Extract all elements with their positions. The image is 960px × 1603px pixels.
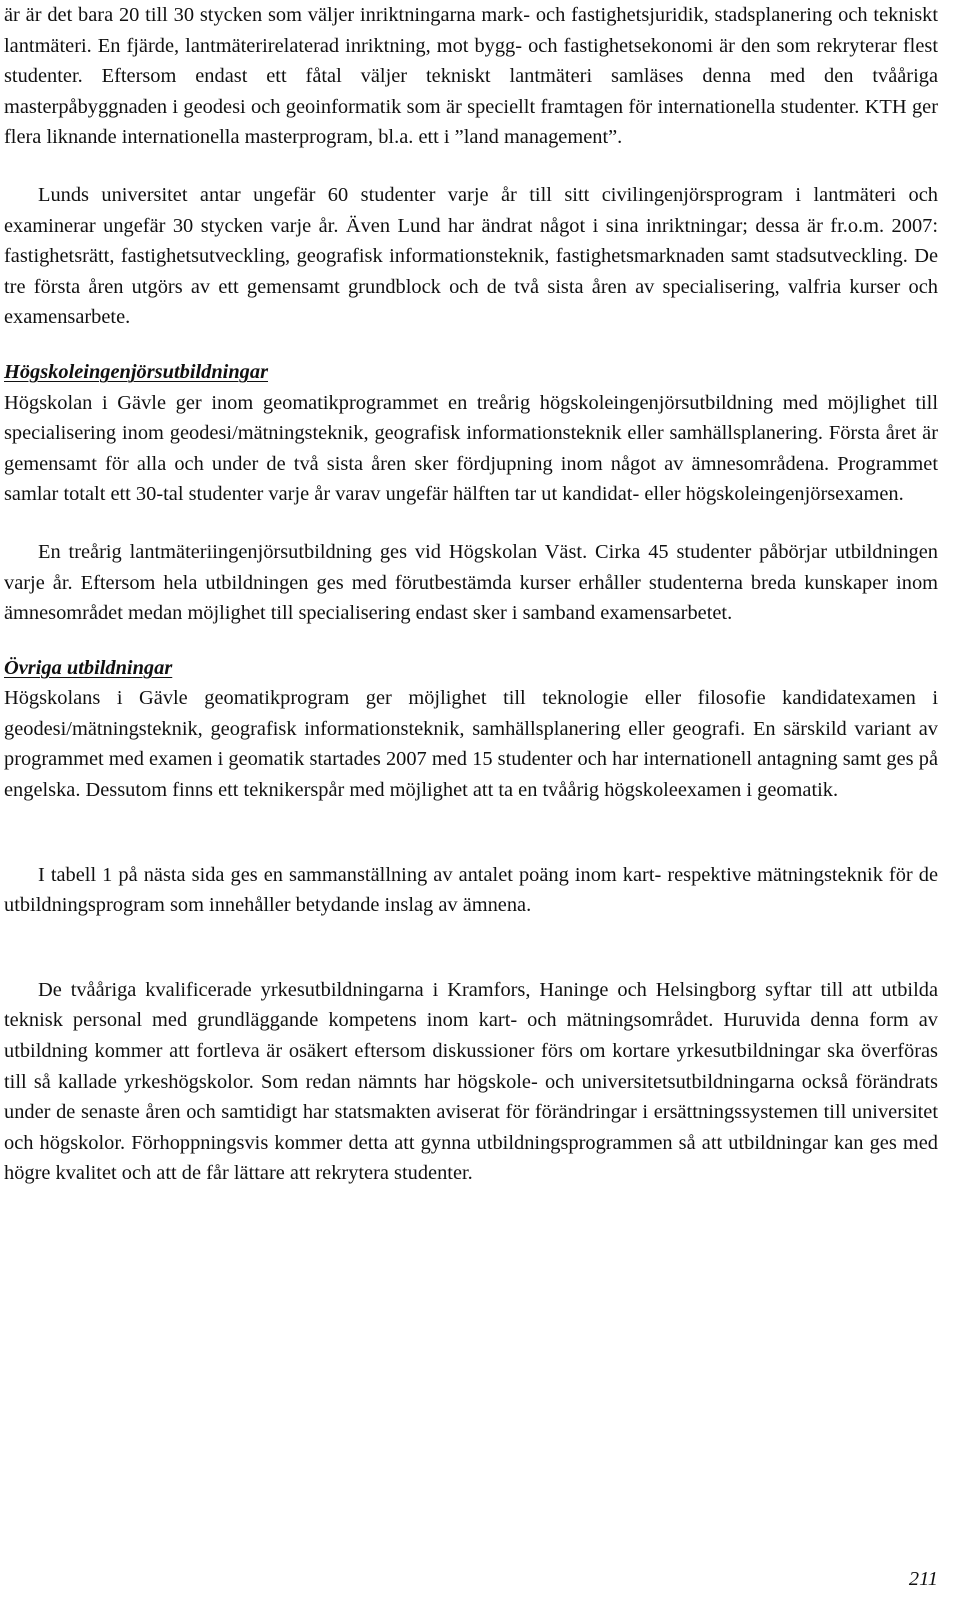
paragraph-tabell: I tabell 1 på nästa sida ges en sammanställning av antalet poäng inom kart- respektive mätningsteknik för de utbildningsprogram som innehåller betydande inslag av ämnena. [4,863,938,917]
document-page [4,0,938,1189]
paragraph-gavle-geomatik: Högskolans i Gävle geomatikprogram ger möjlighet till teknologie eller filosofie kandidatexamen i geodesi/mätningsteknik, geografisk informationsteknik, samhällsplanering eller geografi. En särskild variant av programmet med examen i geomatik startades 2007 med 15 studenter och har internationell antagning samt ges på engelska. Dessutom finns ett teknikerspår med möjlighet att ta en tvåårig högskoleexamen i geomatik. [4,687,938,802]
page-number: 211 [908,1568,938,1590]
paragraph-yrkesutbildningar: De tvååriga kvalificerade yrkesutbildningarna i Kramfors, Haninge och Helsingborg syftar till att utbilda teknisk personal med grundläggande kompetens inom kart- och mätningsområdet. Huruvida denna form av utbildning kommer att fortleva är osäkert eftersom diskussioner förs om kortare yrkesutbildningar ska överföras till så kallade yrkeshögskolor. Som redan nämnts har högskole- och universitetsutbildningarna också förändrats under de senaste åren och samtidigt har statsmakten aviserat för förändringar i ersättningssystemen till universitet och högskolor. Förhoppningsvis kommer detta att gynna utbildningsprogrammen så att utbildningar kan ges med högre kvalitet och att de får lättare att rekrytera studenter. [4,978,938,1185]
paragraph-hogskolan-vast: En treårig lantmäteriingenjörsutbildning ges vid Högskolan Väst. Cirka 45 studenter påbörjar utbildningen varje år. Eftersom hela utbildningen ges med förutbestämda kurser erhåller studenterna breda kunskaper inom ämnesområdet medan möjlighet till specialisering endast sker i samband examensarbetet. [4,540,938,625]
paragraph-lund: Lunds universitet antar ungefär 60 studenter varje år till sitt civilingenjörsprogram i lantmäteri och examinerar ungefär 30 stycken varje år. Även Lund har ändrat något i sina inriktningar; dessa är fr.o.m. 2007: fastighetsrätt, fastighetsutveckling, geografisk informationsteknik, fastighetsmarknaden samt stadsutveckling. De tre första åren utgörs av ett gemensamt grundblock och de två sista åren av specialisering, valfria kurser och examensarbete. [4,183,938,329]
heading-ovriga-utbildningar: Övriga utbildningar [4,656,173,679]
paragraph-gavle-ingenjor: Högskolan i Gävle ger inom geomatikprogrammet en treårig högskoleingenjörsutbildning med möjlighet till specialisering inom geodesi/mätningsteknik, geografisk informationsteknik eller samhällsplanering. Första året är gemensamt för alla och under de två sista åren sker fördjupning inom något av ämnesområdena. Programmet samlar totalt ett 30-tal studenter varje år varav ungefär hälften tar ut kandidat- eller högskoleingenjörsexamen. [4,391,938,506]
heading-hogskoleingenjorsutbildningar: Högskoleingenjörsutbildningar [4,360,269,383]
paragraph-kth: är är det bara 20 till 30 stycken som väljer inriktningarna mark- och fastighetsjuridik, stadsplanering och tekniskt lantmäteri. En fjärde, lantmäterirelaterad inriktning, mot bygg- och fastighetsekonomi är den som rekryterar flest studenter. Eftersom endast ett fåtal väljer tekniskt lantmäteri samläses denna med den tvååriga masterpåbyggnaden i geodesi och geoinformatik som är speciellt framtagen för internationella studenter. KTH ger flera liknande internationella masterprogram, bl.a. ett i ”land management”. [4,4,938,149]
